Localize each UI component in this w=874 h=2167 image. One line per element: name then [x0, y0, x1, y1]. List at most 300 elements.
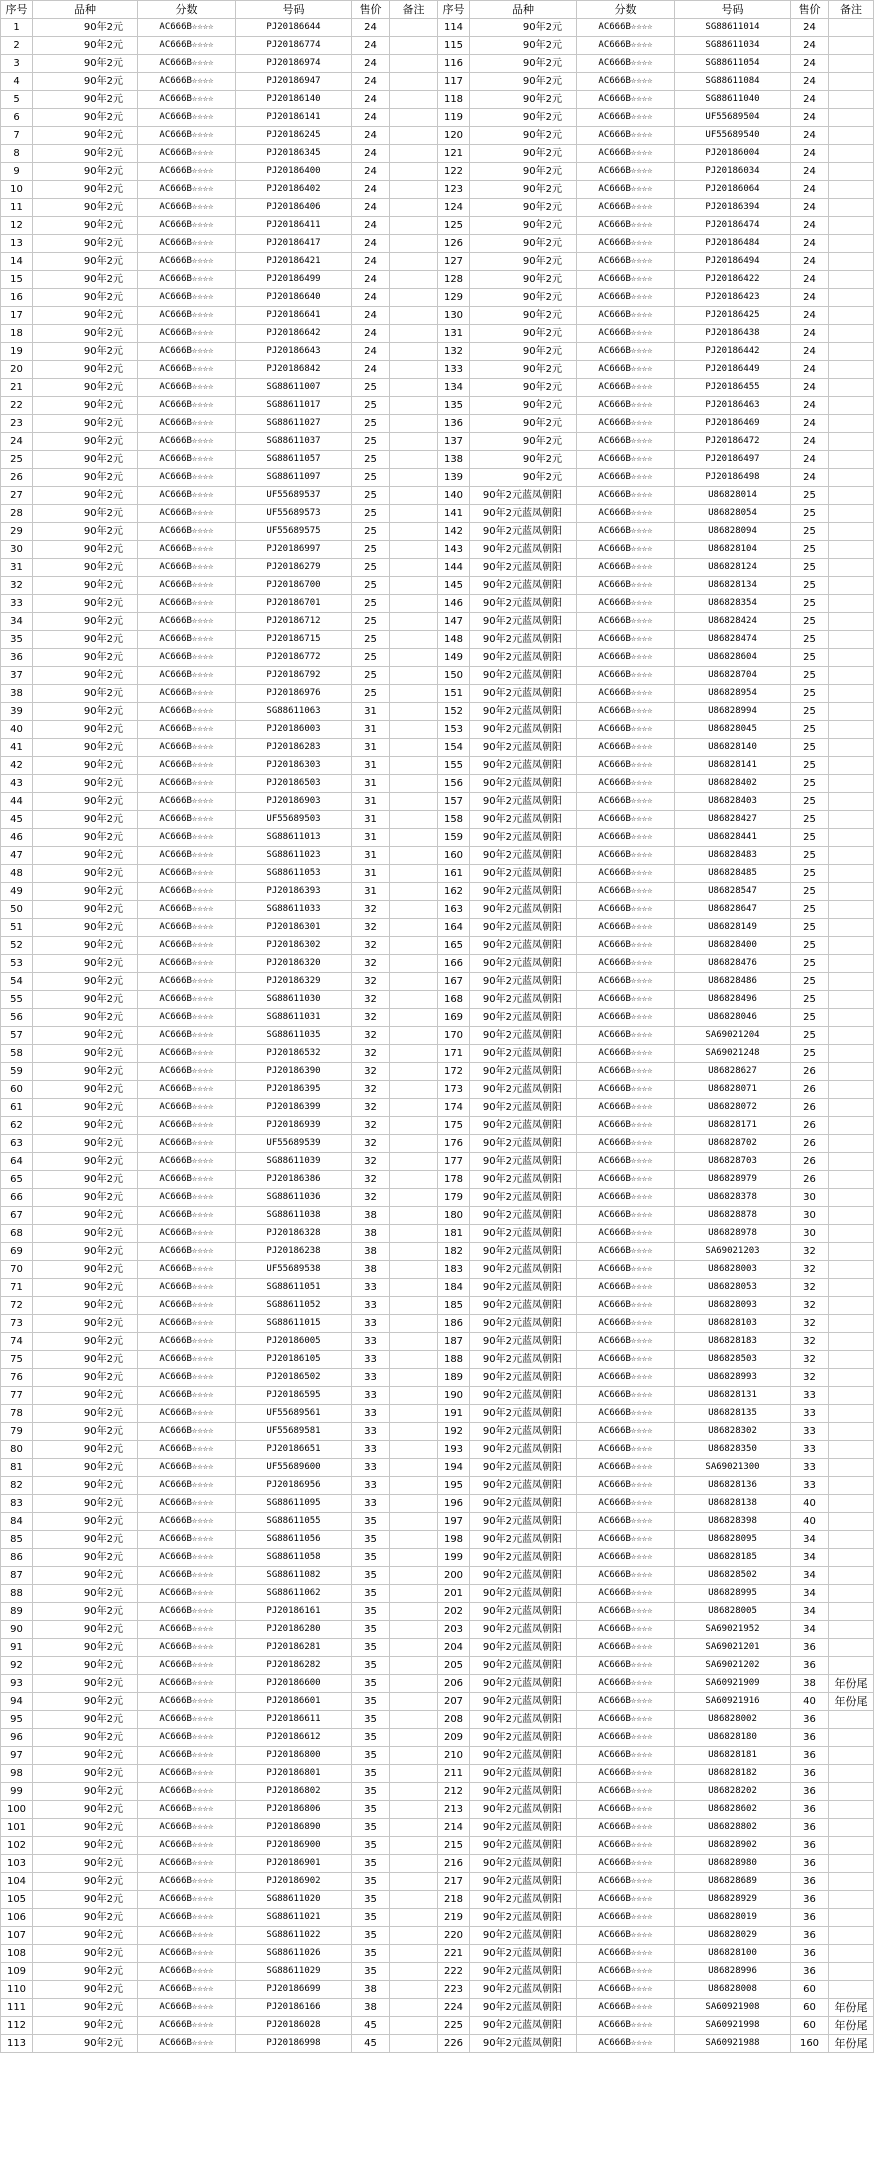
- cell-code: SA60921998: [675, 2017, 791, 2035]
- cell-note: [829, 127, 874, 145]
- cell-kind: 90年2元: [33, 1387, 138, 1405]
- cell-kind: 90年2元: [33, 1747, 138, 1765]
- cell-kind: 90年2元: [33, 901, 138, 919]
- table-row: [1, 1621, 874, 1639]
- table-row: [1, 1891, 874, 1909]
- cell-code: U86828003: [675, 1261, 791, 1279]
- cell-price: 35: [352, 1819, 390, 1837]
- cell-no: 196: [438, 1495, 470, 1513]
- cell-score: AC666B☆☆☆☆: [138, 1747, 236, 1765]
- cell-note: [829, 433, 874, 451]
- cell-score: AC666B☆☆☆☆: [138, 1297, 236, 1315]
- cell-no: 18: [1, 325, 33, 343]
- cell-no: 98: [1, 1765, 33, 1783]
- cell-price: 24: [352, 271, 390, 289]
- cell-kind: 90年2元蓝凤朝阳: [470, 1801, 577, 1819]
- cell-code: PJ20186140: [236, 91, 352, 109]
- cell-code: PJ20186003: [236, 721, 352, 739]
- cell-note: [390, 1315, 438, 1333]
- cell-no: 121: [438, 145, 470, 163]
- cell-no: 147: [438, 613, 470, 631]
- cell-no: 212: [438, 1783, 470, 1801]
- cell-no: 223: [438, 1981, 470, 1999]
- cell-price: 30: [791, 1225, 829, 1243]
- cell-kind: 90年2元蓝凤朝阳: [470, 1981, 577, 1999]
- cell-kind: 90年2元蓝凤朝阳: [470, 1927, 577, 1945]
- table-row: [1, 577, 874, 595]
- cell-no: 210: [438, 1747, 470, 1765]
- cell-no: 109: [1, 1963, 33, 1981]
- cell-no: 23: [1, 415, 33, 433]
- cell-no: 181: [438, 1225, 470, 1243]
- cell-note: [390, 1873, 438, 1891]
- cell-kind: 90年2元蓝凤朝阳: [470, 1477, 577, 1495]
- cell-code: PJ20186842: [236, 361, 352, 379]
- cell-score: AC666B☆☆☆☆: [138, 739, 236, 757]
- cell-kind: 90年2元: [470, 415, 577, 433]
- cell-score: AC666B☆☆☆☆: [138, 523, 236, 541]
- cell-score: AC666B☆☆☆☆: [138, 793, 236, 811]
- cell-price: 32: [791, 1315, 829, 1333]
- cell-code: U86828138: [675, 1495, 791, 1513]
- cell-code: U86828100: [675, 1945, 791, 1963]
- cell-price: 31: [352, 847, 390, 865]
- cell-code: SG88611027: [236, 415, 352, 433]
- cell-no: 163: [438, 901, 470, 919]
- cell-note: [390, 973, 438, 991]
- table-row: [1, 1189, 874, 1207]
- cell-price: 24: [791, 469, 829, 487]
- cell-score: AC666B☆☆☆☆: [138, 217, 236, 235]
- cell-code: SG88611031: [236, 1009, 352, 1027]
- cell-score: AC666B☆☆☆☆: [577, 847, 675, 865]
- cell-no: 105: [1, 1891, 33, 1909]
- cell-score: AC666B☆☆☆☆: [577, 1693, 675, 1711]
- cell-kind: 90年2元: [33, 1279, 138, 1297]
- cell-score: AC666B☆☆☆☆: [577, 289, 675, 307]
- cell-code: PJ20186612: [236, 1729, 352, 1747]
- cell-no: 200: [438, 1567, 470, 1585]
- cell-code: U86828400: [675, 937, 791, 955]
- cell-score: AC666B☆☆☆☆: [577, 1783, 675, 1801]
- cell-price: 35: [352, 1945, 390, 1963]
- cell-score: AC666B☆☆☆☆: [138, 685, 236, 703]
- cell-price: 26: [791, 1099, 829, 1117]
- cell-no: 207: [438, 1693, 470, 1711]
- cell-no: 75: [1, 1351, 33, 1369]
- cell-score: AC666B☆☆☆☆: [138, 1855, 236, 1873]
- cell-no: 215: [438, 1837, 470, 1855]
- table-row: [1, 199, 874, 217]
- cell-code: U86828703: [675, 1153, 791, 1171]
- cell-no: 33: [1, 595, 33, 613]
- cell-code: U86828046: [675, 1009, 791, 1027]
- cell-price: 32: [352, 1189, 390, 1207]
- table-row: [1, 1423, 874, 1441]
- cell-no: 111: [1, 1999, 33, 2017]
- cell-code: PJ20186715: [236, 631, 352, 649]
- cell-price: 60: [791, 2017, 829, 2035]
- cell-score: AC666B☆☆☆☆: [138, 1639, 236, 1657]
- cell-score: AC666B☆☆☆☆: [138, 937, 236, 955]
- cell-price: 24: [791, 271, 829, 289]
- table-row: [1, 1801, 874, 1819]
- table-row: [1, 415, 874, 433]
- cell-note: [829, 1099, 874, 1117]
- cell-code: U86828045: [675, 721, 791, 739]
- cell-price: 35: [352, 1621, 390, 1639]
- cell-note: [829, 1297, 874, 1315]
- cell-score: AC666B☆☆☆☆: [577, 325, 675, 343]
- cell-no: 143: [438, 541, 470, 559]
- cell-code: PJ20186595: [236, 1387, 352, 1405]
- cell-kind: 90年2元: [33, 1441, 138, 1459]
- cell-note: [829, 577, 874, 595]
- cell-price: 33: [352, 1369, 390, 1387]
- cell-score: AC666B☆☆☆☆: [577, 1549, 675, 1567]
- cell-no: 140: [438, 487, 470, 505]
- cell-no: 151: [438, 685, 470, 703]
- cell-score: AC666B☆☆☆☆: [138, 1711, 236, 1729]
- cell-code: UF55689503: [236, 811, 352, 829]
- cell-note: [829, 1765, 874, 1783]
- cell-kind: 90年2元蓝凤朝阳: [470, 1747, 577, 1765]
- cell-price: 30: [791, 1189, 829, 1207]
- cell-note: [829, 1747, 874, 1765]
- cell-price: 31: [352, 829, 390, 847]
- cell-code: SG88611084: [675, 73, 791, 91]
- cell-price: 24: [791, 91, 829, 109]
- cell-price: 25: [791, 793, 829, 811]
- cell-note: [390, 559, 438, 577]
- cell-code: SG88611097: [236, 469, 352, 487]
- cell-score: AC666B☆☆☆☆: [577, 163, 675, 181]
- cell-no: 174: [438, 1099, 470, 1117]
- cell-score: AC666B☆☆☆☆: [577, 829, 675, 847]
- cell-note: [390, 37, 438, 55]
- cell-code: PJ20186442: [675, 343, 791, 361]
- cell-note: [829, 1639, 874, 1657]
- header-no: 序号: [1, 1, 33, 19]
- cell-price: 25: [791, 523, 829, 541]
- cell-note: [390, 1207, 438, 1225]
- cell-kind: 90年2元: [33, 1531, 138, 1549]
- cell-kind: 90年2元: [33, 289, 138, 307]
- table-row: [1, 1927, 874, 1945]
- cell-note: [390, 253, 438, 271]
- cell-no: 63: [1, 1135, 33, 1153]
- cell-no: 44: [1, 793, 33, 811]
- cell-score: AC666B☆☆☆☆: [138, 1207, 236, 1225]
- cell-price: 38: [352, 1207, 390, 1225]
- cell-kind: 90年2元: [33, 145, 138, 163]
- cell-no: 29: [1, 523, 33, 541]
- cell-kind: 90年2元: [470, 253, 577, 271]
- table-row: [1, 1693, 874, 1711]
- table-row: [1, 1837, 874, 1855]
- table-row: [1, 1135, 874, 1153]
- cell-no: 73: [1, 1315, 33, 1333]
- cell-score: AC666B☆☆☆☆: [138, 1135, 236, 1153]
- cell-no: 17: [1, 307, 33, 325]
- cell-note: [829, 1171, 874, 1189]
- cell-score: AC666B☆☆☆☆: [138, 1045, 236, 1063]
- cell-note: [829, 595, 874, 613]
- cell-no: 38: [1, 685, 33, 703]
- cell-code: U86828954: [675, 685, 791, 703]
- cell-kind: 90年2元蓝凤朝阳: [470, 487, 577, 505]
- table-row: [1, 1387, 874, 1405]
- cell-price: 32: [352, 919, 390, 937]
- cell-score: AC666B☆☆☆☆: [577, 793, 675, 811]
- cell-note: [390, 541, 438, 559]
- table-row: [1, 181, 874, 199]
- cell-code: U86828547: [675, 883, 791, 901]
- cell-price: 26: [791, 1081, 829, 1099]
- cell-score: AC666B☆☆☆☆: [577, 721, 675, 739]
- cell-score: AC666B☆☆☆☆: [577, 1423, 675, 1441]
- cell-no: 204: [438, 1639, 470, 1657]
- cell-kind: 90年2元蓝凤朝阳: [470, 901, 577, 919]
- cell-kind: 90年2元: [33, 37, 138, 55]
- cell-score: AC666B☆☆☆☆: [138, 1891, 236, 1909]
- cell-no: 115: [438, 37, 470, 55]
- cell-no: 67: [1, 1207, 33, 1225]
- cell-code: U86828802: [675, 1819, 791, 1837]
- cell-price: 36: [791, 1801, 829, 1819]
- cell-score: AC666B☆☆☆☆: [138, 1081, 236, 1099]
- cell-note: [390, 1531, 438, 1549]
- cell-code: UF55689537: [236, 487, 352, 505]
- cell-no: 162: [438, 883, 470, 901]
- cell-kind: 90年2元蓝凤朝阳: [470, 1387, 577, 1405]
- cell-score: AC666B☆☆☆☆: [577, 1963, 675, 1981]
- cell-price: 26: [791, 1171, 829, 1189]
- cell-code: PJ20186141: [236, 109, 352, 127]
- table-row: [1, 1243, 874, 1261]
- cell-kind: 90年2元蓝凤朝阳: [470, 1711, 577, 1729]
- cell-score: AC666B☆☆☆☆: [577, 1999, 675, 2017]
- cell-code: PJ20186497: [675, 451, 791, 469]
- cell-kind: 90年2元: [33, 73, 138, 91]
- cell-score: AC666B☆☆☆☆: [138, 1315, 236, 1333]
- cell-kind: 90年2元: [33, 631, 138, 649]
- cell-note: [829, 37, 874, 55]
- cell-score: AC666B☆☆☆☆: [138, 163, 236, 181]
- table-row: [1, 1477, 874, 1495]
- cell-no: 10: [1, 181, 33, 199]
- cell-price: 38: [352, 1261, 390, 1279]
- cell-note: [390, 1603, 438, 1621]
- cell-no: 148: [438, 631, 470, 649]
- cell-kind: 90年2元蓝凤朝阳: [470, 1945, 577, 1963]
- cell-score: AC666B☆☆☆☆: [138, 73, 236, 91]
- cell-kind: 90年2元: [33, 397, 138, 415]
- cell-kind: 90年2元蓝凤朝阳: [470, 631, 577, 649]
- cell-price: 25: [352, 415, 390, 433]
- cell-price: 24: [791, 109, 829, 127]
- cell-note: [829, 1585, 874, 1603]
- table-row: [1, 235, 874, 253]
- cell-note: [829, 19, 874, 37]
- cell-no: 138: [438, 451, 470, 469]
- cell-price: 25: [352, 613, 390, 631]
- cell-no: 40: [1, 721, 33, 739]
- cell-no: 184: [438, 1279, 470, 1297]
- cell-code: PJ20186947: [236, 73, 352, 91]
- cell-score: AC666B☆☆☆☆: [577, 397, 675, 415]
- cell-price: 36: [791, 1963, 829, 1981]
- cell-code: SG88611021: [236, 1909, 352, 1927]
- cell-kind: 90年2元: [33, 1729, 138, 1747]
- cell-score: AC666B☆☆☆☆: [138, 1225, 236, 1243]
- cell-kind: 90年2元蓝凤朝阳: [470, 1423, 577, 1441]
- cell-price: 35: [352, 1531, 390, 1549]
- cell-price: 24: [352, 91, 390, 109]
- cell-no: 149: [438, 649, 470, 667]
- cell-no: 55: [1, 991, 33, 1009]
- cell-note: [829, 829, 874, 847]
- table-row: [1, 487, 874, 505]
- cell-kind: 90年2元: [33, 865, 138, 883]
- cell-no: 25: [1, 451, 33, 469]
- cell-code: SG88611007: [236, 379, 352, 397]
- cell-code: U86828483: [675, 847, 791, 865]
- cell-no: 36: [1, 649, 33, 667]
- cell-score: AC666B☆☆☆☆: [577, 361, 675, 379]
- cell-code: PJ20186472: [675, 433, 791, 451]
- cell-code: U86828503: [675, 1351, 791, 1369]
- cell-kind: 90年2元: [33, 1639, 138, 1657]
- cell-note: [829, 1963, 874, 1981]
- cell-code: PJ20186329: [236, 973, 352, 991]
- cell-price: 26: [791, 1135, 829, 1153]
- cell-price: 60: [791, 1999, 829, 2017]
- cell-note: [390, 1027, 438, 1045]
- cell-no: 41: [1, 739, 33, 757]
- cell-note: [390, 955, 438, 973]
- cell-kind: 90年2元蓝凤朝阳: [470, 1639, 577, 1657]
- table-row: [1, 1045, 874, 1063]
- cell-price: 25: [791, 649, 829, 667]
- cell-no: 39: [1, 703, 33, 721]
- cell-kind: 90年2元蓝凤朝阳: [470, 919, 577, 937]
- cell-note: [390, 1639, 438, 1657]
- cell-kind: 90年2元: [33, 487, 138, 505]
- cell-score: AC666B☆☆☆☆: [138, 1099, 236, 1117]
- cell-price: 24: [352, 307, 390, 325]
- table-row: [1, 145, 874, 163]
- cell-no: 92: [1, 1657, 33, 1675]
- cell-score: AC666B☆☆☆☆: [138, 631, 236, 649]
- cell-code: U86828929: [675, 1891, 791, 1909]
- cell-code: PJ20186301: [236, 919, 352, 937]
- cell-kind: 90年2元蓝凤朝阳: [470, 847, 577, 865]
- cell-note: 年份尾: [829, 2035, 874, 2053]
- cell-price: 32: [352, 1171, 390, 1189]
- table-row: [1, 1513, 874, 1531]
- cell-score: AC666B☆☆☆☆: [138, 127, 236, 145]
- cell-score: AC666B☆☆☆☆: [577, 1945, 675, 1963]
- cell-price: 35: [352, 1927, 390, 1945]
- cell-code: PJ20186411: [236, 217, 352, 235]
- cell-no: 167: [438, 973, 470, 991]
- header-score: 分数: [577, 1, 675, 19]
- cell-score: AC666B☆☆☆☆: [138, 1369, 236, 1387]
- cell-score: AC666B☆☆☆☆: [577, 217, 675, 235]
- table-row: [1, 55, 874, 73]
- cell-no: 100: [1, 1801, 33, 1819]
- cell-note: [390, 1675, 438, 1693]
- cell-note: [390, 1945, 438, 1963]
- cell-kind: 90年2元: [33, 505, 138, 523]
- cell-no: 222: [438, 1963, 470, 1981]
- cell-note: [390, 937, 438, 955]
- cell-kind: 90年2元: [33, 1801, 138, 1819]
- cell-score: AC666B☆☆☆☆: [577, 37, 675, 55]
- header-kind: 品种: [470, 1, 577, 19]
- cell-price: 32: [352, 1027, 390, 1045]
- cell-score: AC666B☆☆☆☆: [138, 595, 236, 613]
- cell-code: U86828878: [675, 1207, 791, 1225]
- cell-no: 188: [438, 1351, 470, 1369]
- cell-no: 95: [1, 1711, 33, 1729]
- table-row: [1, 73, 874, 91]
- cell-score: AC666B☆☆☆☆: [138, 1945, 236, 1963]
- table-row: [1, 1117, 874, 1135]
- cell-kind: 90年2元: [33, 1567, 138, 1585]
- table-row: [1, 91, 874, 109]
- cell-kind: 90年2元蓝凤朝阳: [470, 1135, 577, 1153]
- cell-note: [829, 955, 874, 973]
- cell-note: [390, 577, 438, 595]
- cell-price: 35: [352, 1657, 390, 1675]
- cell-no: 24: [1, 433, 33, 451]
- cell-kind: 90年2元蓝凤朝阳: [470, 613, 577, 631]
- cell-note: [390, 1909, 438, 1927]
- cell-no: 132: [438, 343, 470, 361]
- cell-price: 38: [791, 1675, 829, 1693]
- cell-note: [390, 1585, 438, 1603]
- cell-no: 116: [438, 55, 470, 73]
- cell-note: [829, 415, 874, 433]
- cell-price: 24: [791, 235, 829, 253]
- cell-price: 36: [791, 1783, 829, 1801]
- cell-kind: 90年2元: [33, 1675, 138, 1693]
- cell-score: AC666B☆☆☆☆: [138, 181, 236, 199]
- cell-price: 35: [352, 1729, 390, 1747]
- cell-no: 177: [438, 1153, 470, 1171]
- cell-no: 101: [1, 1819, 33, 1837]
- cell-kind: 90年2元蓝凤朝阳: [470, 1045, 577, 1063]
- cell-kind: 90年2元: [33, 613, 138, 631]
- cell-kind: 90年2元: [33, 361, 138, 379]
- cell-price: 32: [352, 1117, 390, 1135]
- cell-price: 34: [791, 1585, 829, 1603]
- header-score: 分数: [138, 1, 236, 19]
- cell-price: 35: [352, 1711, 390, 1729]
- cell-score: AC666B☆☆☆☆: [577, 181, 675, 199]
- cell-no: 46: [1, 829, 33, 847]
- cell-note: [829, 559, 874, 577]
- cell-kind: 90年2元: [33, 1837, 138, 1855]
- cell-kind: 90年2元蓝凤朝阳: [470, 1675, 577, 1693]
- cell-code: PJ20186900: [236, 1837, 352, 1855]
- cell-score: AC666B☆☆☆☆: [577, 55, 675, 73]
- cell-price: 24: [791, 451, 829, 469]
- cell-kind: 90年2元蓝凤朝阳: [470, 1693, 577, 1711]
- cell-note: [390, 1225, 438, 1243]
